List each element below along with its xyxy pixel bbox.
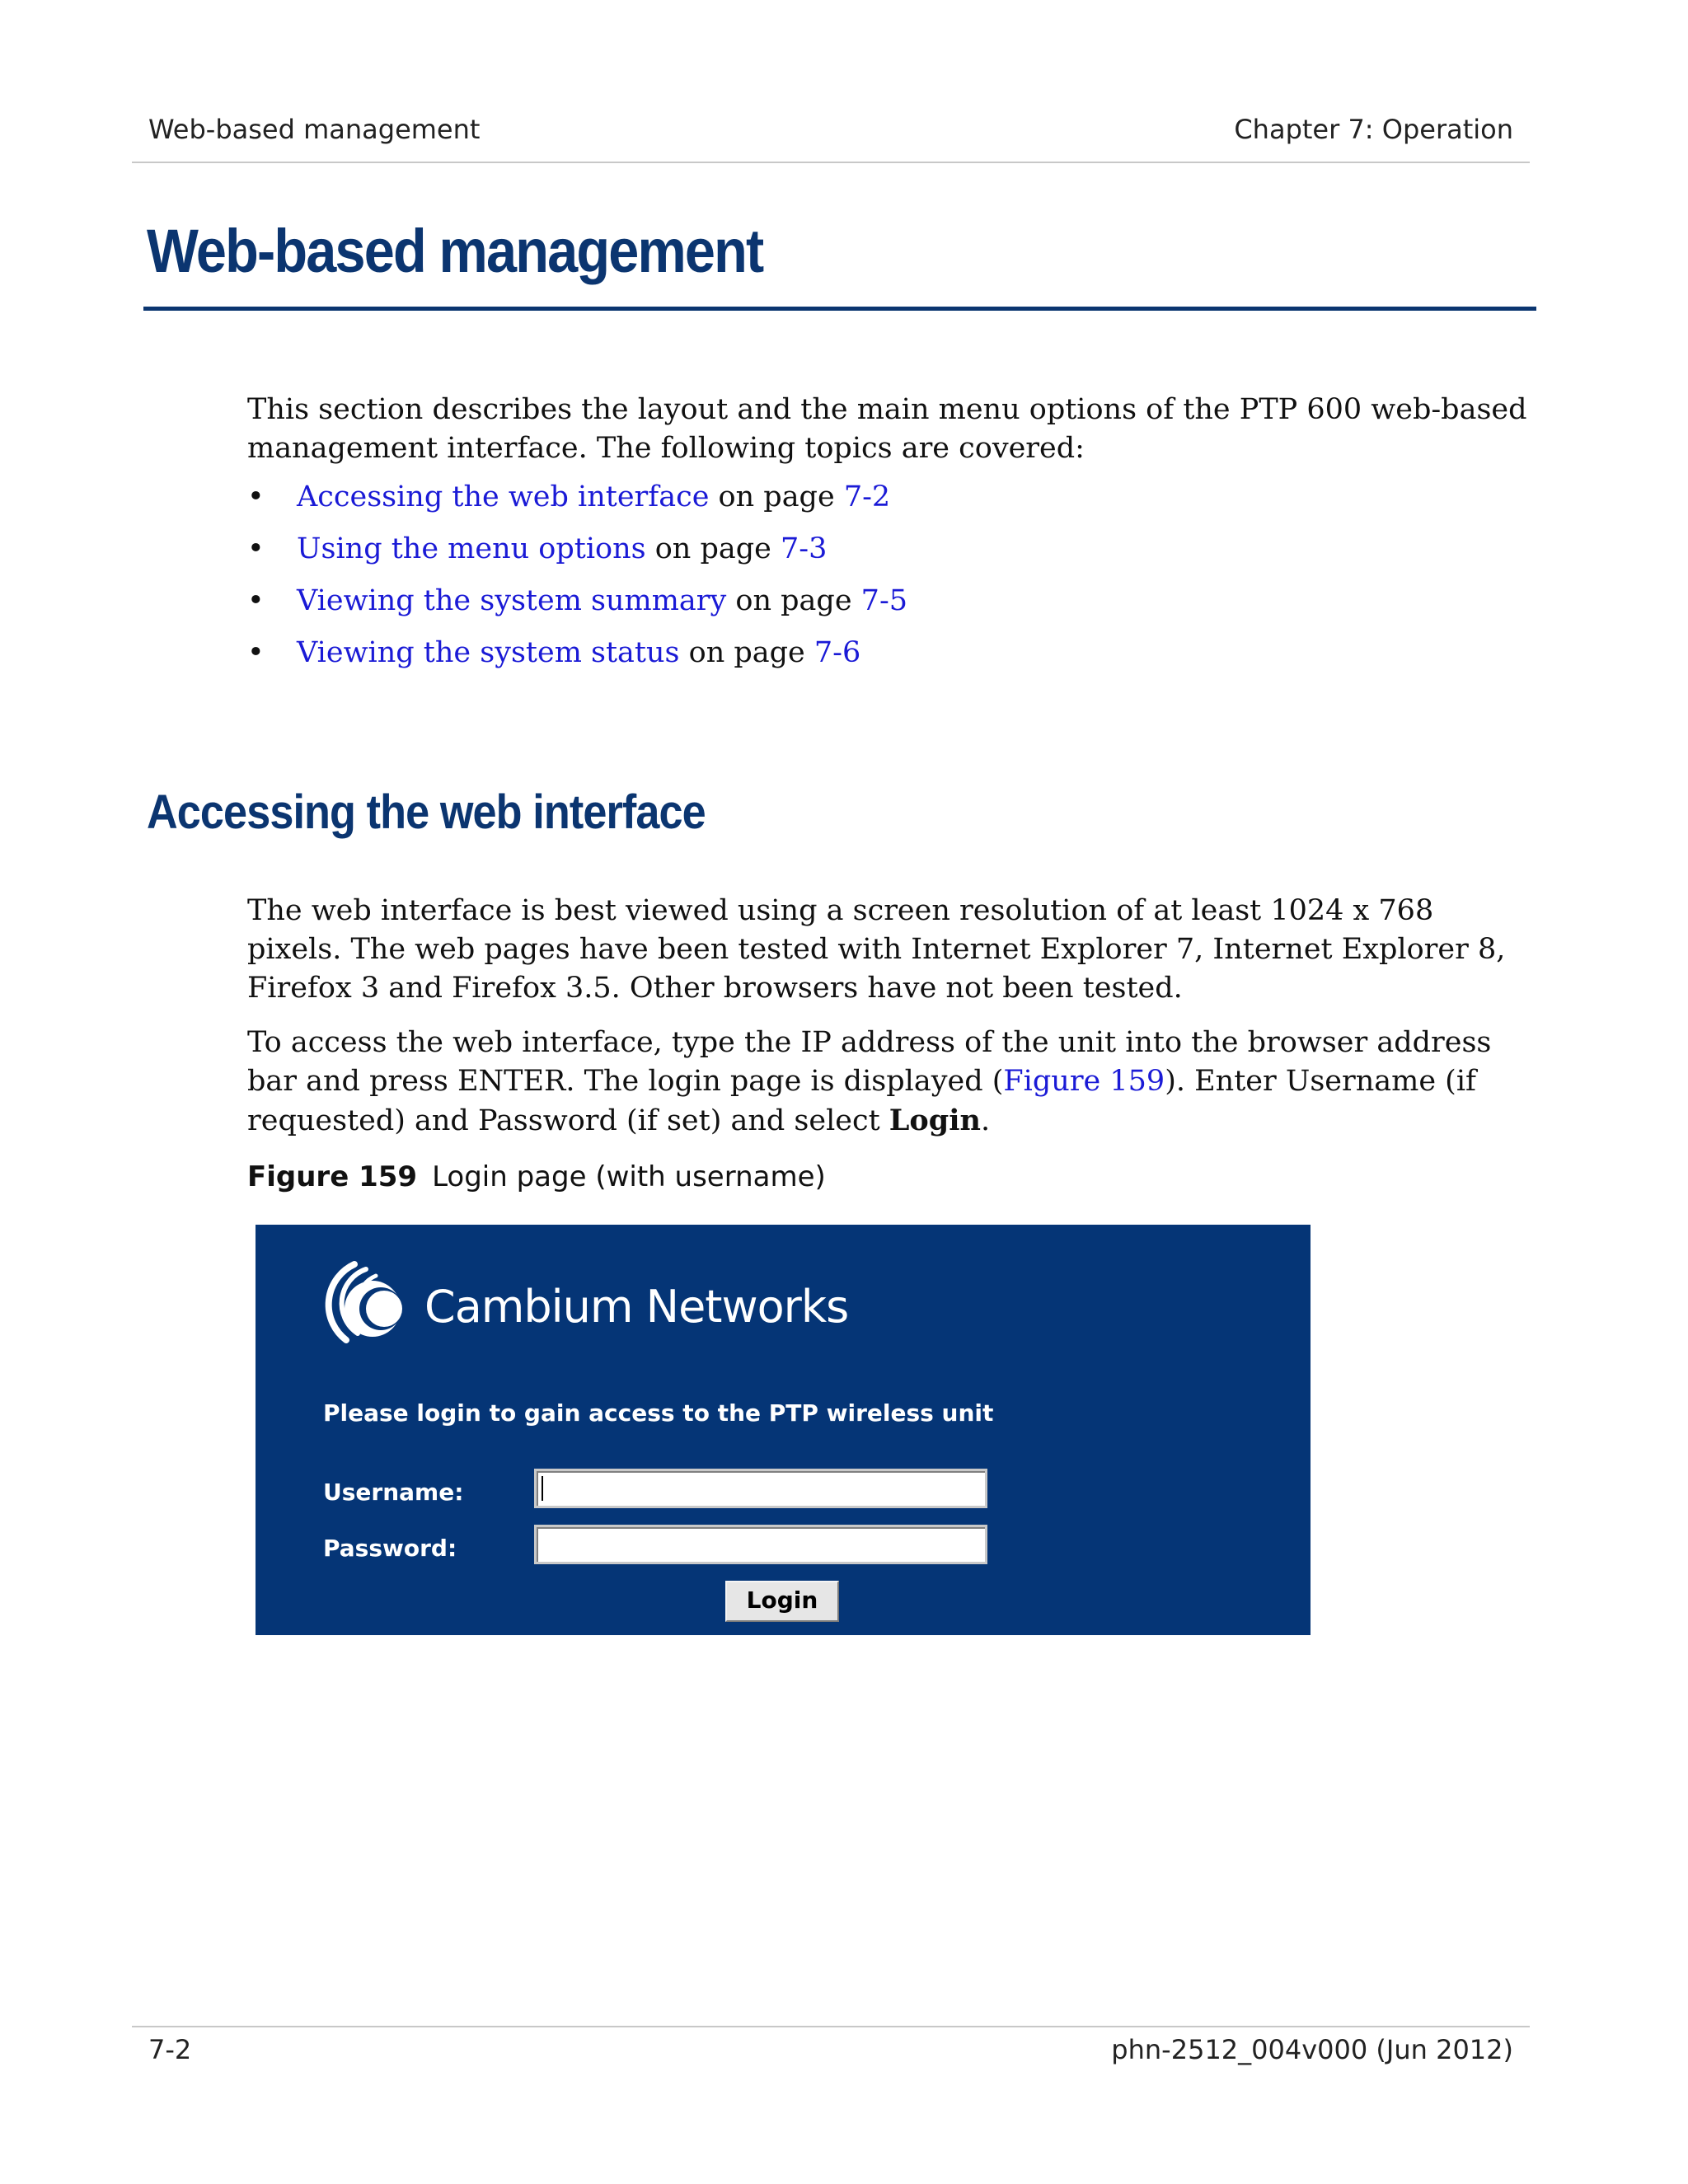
access-text-b: ). Enter Username (if requested) and Password (if set) and select [247,1065,1476,1137]
access-text-a: To access the web interface, type the IP address of the unit into the browser address bar and press ENTER. The login page is displayed ( [247,1026,1492,1098]
figure-link[interactable]: Figure 159 [1003,1065,1165,1098]
password-label: Password: [323,1535,457,1562]
section-heading: Accessing the web interface [147,785,706,839]
topic-page-text: on page [726,584,861,617]
brand-name: Cambium Networks [424,1281,849,1333]
header-rule [132,162,1530,163]
password-input[interactable] [534,1525,987,1564]
topic-link[interactable]: Viewing the system status [297,636,680,669]
topic-link[interactable]: Accessing the web interface [297,480,710,513]
username-label: Username: [323,1479,464,1506]
topic-page-text: on page [679,636,814,669]
running-header-right: Chapter 7: Operation [1234,114,1513,145]
cambium-logo-icon [321,1258,412,1348]
document-id: phn-2512_004v000 (Jun 2012) [1111,2034,1513,2065]
text-cursor [542,1476,543,1501]
login-button[interactable]: Login [725,1581,839,1622]
topic-link[interactable]: Viewing the system summary [297,584,727,617]
title-rule [143,307,1536,311]
access-paragraph [247,1024,1533,1141]
list-item [247,530,907,582]
footer-rule [132,2026,1530,2027]
topic-page-text: on page [709,480,844,513]
resolution-paragraph: The web interface is best viewed using a screen resolution of at least 1024 x 768 pixels. The web pages have been tested with Internet Explorer 7, Internet Explorer 8, Firefox 3 and Firefox 3.5. Other browsers have not been tested. [247,894,1506,1005]
figure-caption [247,1160,826,1193]
bullet-icon: • [247,636,265,669]
bullet-icon: • [247,532,265,565]
access-text-c: . [980,1104,991,1137]
username-input[interactable] [534,1469,987,1508]
bullet-icon: • [247,584,265,617]
login-emphasis: Login [889,1104,981,1137]
figure-caption-text: Login page (with username) [432,1160,826,1193]
topic-link[interactable]: Using the menu options [297,532,646,565]
topic-page-link[interactable]: 7-3 [780,532,828,565]
page-number: 7-2 [148,2034,192,2065]
list-item [247,582,907,634]
topic-list [247,478,907,686]
bullet-icon: • [247,480,265,513]
topic-page-link[interactable]: 7-5 [860,584,908,617]
topic-page-link[interactable]: 7-6 [814,636,861,669]
login-prompt: Please login to gain access to the PTP wireless unit [323,1399,994,1427]
login-screenshot [256,1225,1311,1635]
intro-paragraph: This section describes the layout and the main menu options of the PTP 600 web-based management interface. The following topics are covered: [247,393,1527,465]
page-title: Web-based management [147,217,763,285]
list-item [247,634,907,686]
running-header-left: Web-based management [148,114,481,145]
figure-label: Figure 159 [247,1160,418,1193]
list-item [247,478,907,530]
topic-page-text: on page [645,532,781,565]
topic-page-link[interactable]: 7-2 [843,480,891,513]
